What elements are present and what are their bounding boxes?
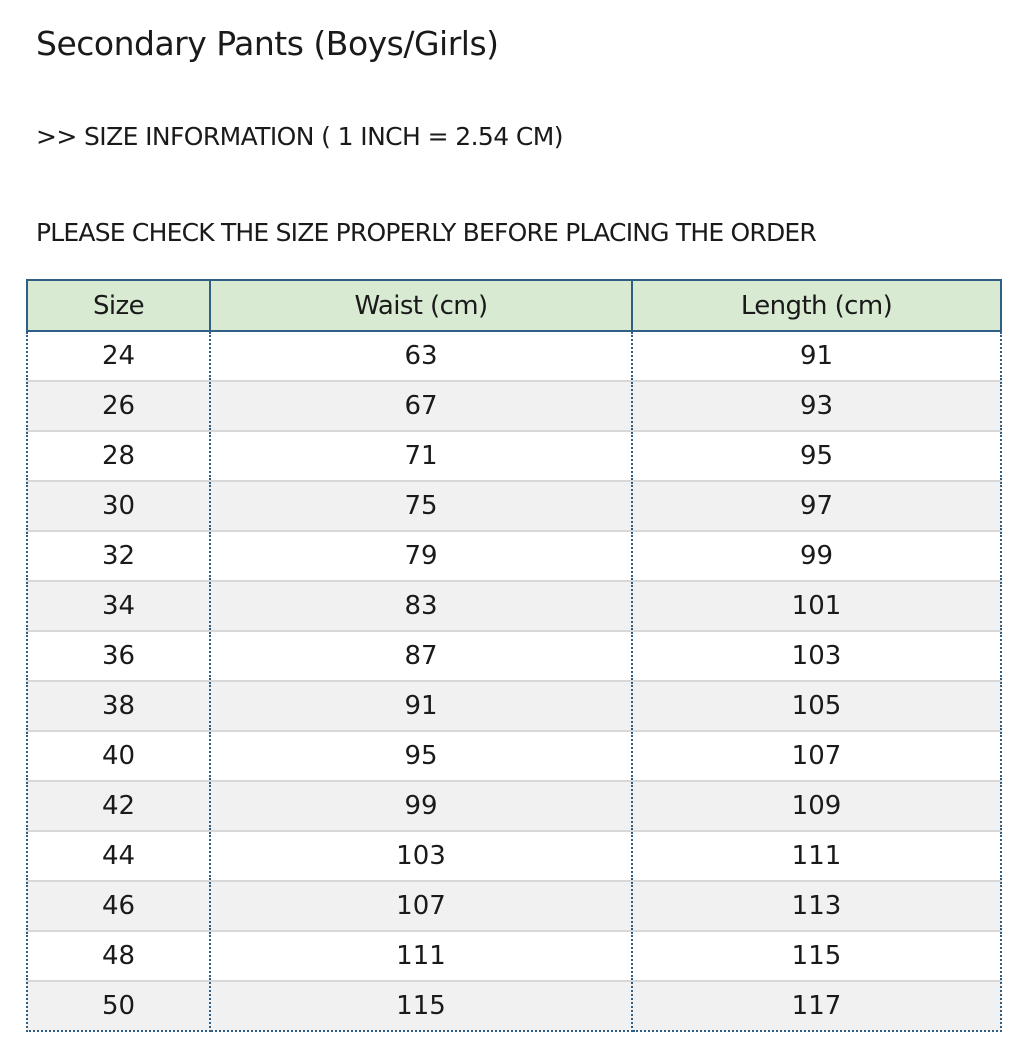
cell-length: 117 [632, 981, 1001, 1031]
table-row [27, 581, 1001, 631]
table-row [27, 531, 1001, 581]
cell-waist: 107 [210, 881, 632, 931]
table-row [27, 981, 1001, 1031]
order-notice: PLEASE CHECK THE SIZE PROPERLY BEFORE PLACING THE ORDER [36, 218, 816, 247]
cell-length: 91 [632, 331, 1001, 381]
cell-size: 40 [27, 731, 210, 781]
cell-length: 113 [632, 881, 1001, 931]
cell-waist: 63 [210, 331, 632, 381]
table-row [27, 731, 1001, 781]
cell-size: 42 [27, 781, 210, 831]
cell-length: 99 [632, 531, 1001, 581]
cell-waist: 67 [210, 381, 632, 431]
cell-waist: 71 [210, 431, 632, 481]
cell-size: 26 [27, 381, 210, 431]
cell-waist: 111 [210, 931, 632, 981]
size-information-note: >> SIZE INFORMATION ( 1 INCH = 2.54 CM) [36, 122, 563, 151]
page-title: Secondary Pants (Boys/Girls) [36, 24, 499, 63]
cell-size: 30 [27, 481, 210, 531]
cell-length: 103 [632, 631, 1001, 681]
cell-length: 97 [632, 481, 1001, 531]
table-row [27, 381, 1001, 431]
cell-length: 107 [632, 731, 1001, 781]
table-row [27, 831, 1001, 881]
cell-waist: 95 [210, 731, 632, 781]
cell-size: 34 [27, 581, 210, 631]
header-waist: Waist (cm) [210, 280, 632, 331]
header-length: Length (cm) [632, 280, 1001, 331]
cell-size: 36 [27, 631, 210, 681]
table-row [27, 481, 1001, 531]
cell-length: 109 [632, 781, 1001, 831]
table-row [27, 631, 1001, 681]
cell-waist: 83 [210, 581, 632, 631]
cell-size: 38 [27, 681, 210, 731]
cell-waist: 75 [210, 481, 632, 531]
table-row [27, 681, 1001, 731]
cell-size: 44 [27, 831, 210, 881]
cell-size: 28 [27, 431, 210, 481]
header-size: Size [27, 280, 210, 331]
cell-waist: 103 [210, 831, 632, 881]
cell-length: 95 [632, 431, 1001, 481]
table-row [27, 881, 1001, 931]
table-header-row [27, 280, 1001, 331]
cell-size: 32 [27, 531, 210, 581]
cell-length: 101 [632, 581, 1001, 631]
cell-length: 93 [632, 381, 1001, 431]
cell-length: 111 [632, 831, 1001, 881]
cell-length: 115 [632, 931, 1001, 981]
cell-length: 105 [632, 681, 1001, 731]
cell-size: 46 [27, 881, 210, 931]
table-row [27, 331, 1001, 381]
cell-waist: 91 [210, 681, 632, 731]
cell-size: 50 [27, 981, 210, 1031]
cell-waist: 79 [210, 531, 632, 581]
cell-waist: 99 [210, 781, 632, 831]
table-row [27, 431, 1001, 481]
cell-waist: 87 [210, 631, 632, 681]
size-chart-table [26, 279, 1002, 1032]
cell-size: 48 [27, 931, 210, 981]
table-row [27, 781, 1001, 831]
cell-size: 24 [27, 331, 210, 381]
cell-waist: 115 [210, 981, 632, 1031]
table-row [27, 931, 1001, 981]
